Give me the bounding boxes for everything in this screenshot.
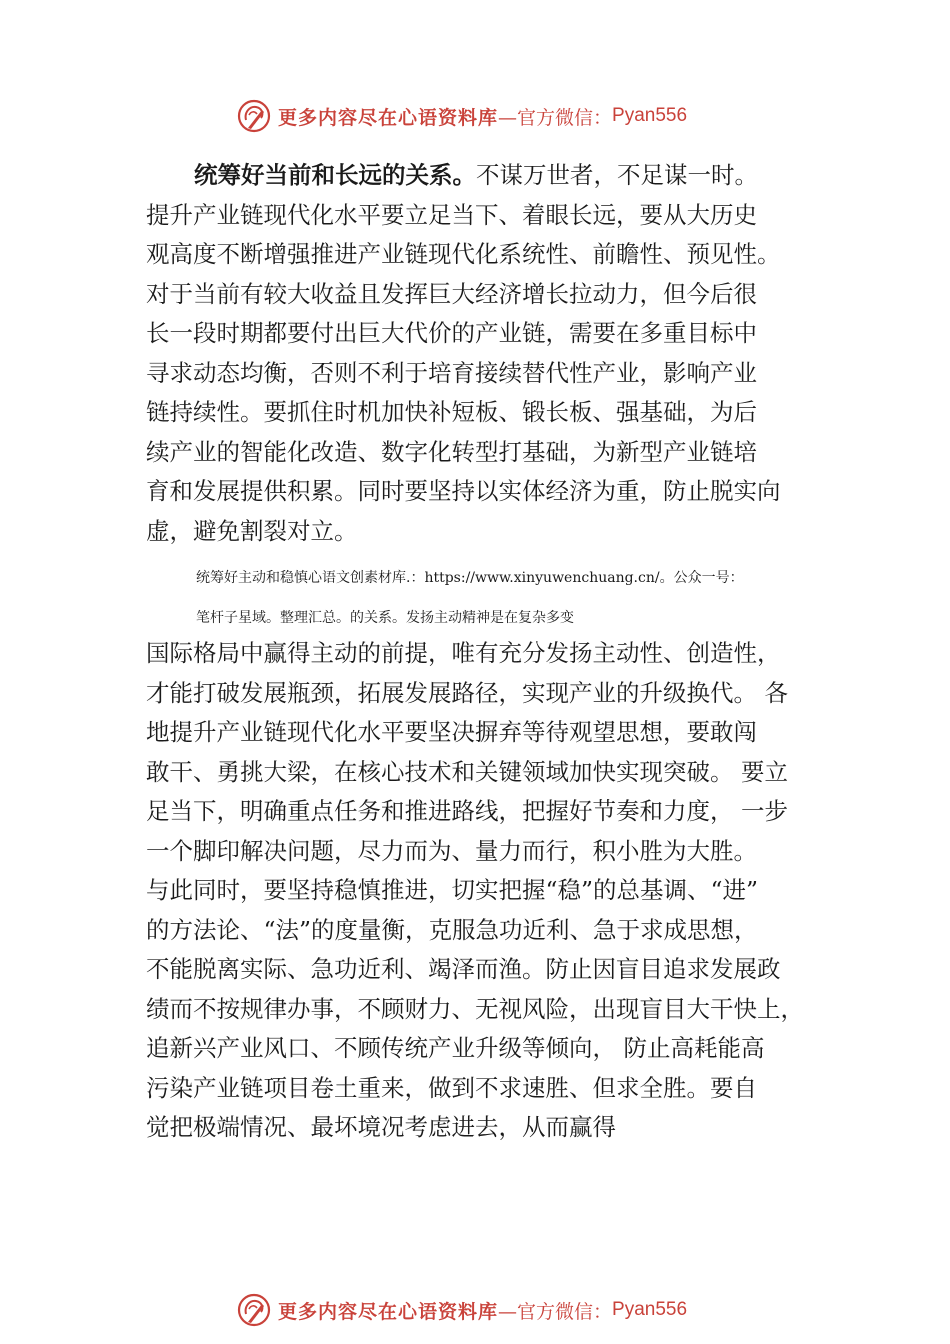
text-line: 寻求动态均衡，否则不利于培育接续替代性产业，影响产业	[146, 358, 757, 387]
banner-title: 更多内容尽在心语资料库	[278, 1300, 499, 1323]
text-line: 对于当前有较大收益且发挥巨大经济增长拉动力，但今后很	[146, 279, 757, 308]
banner-wechat-id: Pyan556	[612, 1299, 688, 1320]
text-line: 长一段时期都要付出巨大代价的产业链，需要在多重目标中	[146, 319, 757, 347]
text-line: 提升产业链现代化水平要立足当下、着眼长远，要从大历史	[146, 200, 757, 229]
small-text-line: 统筹好主动和稳慎心语文创素材库.：https://www.xinyuwenchuang.cn/。公众一号：	[196, 570, 744, 586]
text-line: 污染产业链项目卷土重来，做到不求速胜、但求全胜。要自	[146, 1073, 757, 1102]
paragraph-current-vs-long-term	[146, 156, 836, 551]
text-line: 敢干、勇挑大梁，在核心技术和关键领域加快实现突破。 要立	[146, 757, 788, 786]
text-line: 绩而不按规律办事，不顾财力、无视风险，出现盲目大干快上，	[146, 994, 804, 1023]
banner-contact-label: —官方微信：	[498, 1300, 613, 1323]
small-text-line: 笔杆子星域。整理汇总。的关系。发扬主动精神是在复杂多变	[196, 610, 574, 626]
text-line: 追新兴产业风口、不顾传统产业升级等倾向， 防止高耗能高	[146, 1034, 765, 1062]
header-banner	[236, 96, 756, 136]
text-line: 觉把极端情况、最坏境况考虑进去，从而赢得	[146, 1113, 616, 1141]
text-line: 虚，避免割裂对立。	[146, 516, 358, 545]
banner-contact-label: —官方微信：	[498, 106, 613, 129]
text-line: 才能打破发展瓶颈，拓展发展路径，实现产业的升级换代。 各	[146, 678, 788, 707]
paragraph-heading: 统筹好当前和长远的关系。	[194, 161, 476, 189]
banner-wechat-id: Pyan556	[612, 105, 688, 126]
text-line: 不谋万世者，不足谋一时。	[476, 161, 758, 189]
text-line: 与此同时，要坚持稳慎推进，切实把握“稳”的总基调、“进”	[146, 876, 759, 904]
text-line: 不能脱离实际、急功近利、竭泽而渔。防止因盲目追求发展政	[146, 955, 781, 983]
text-line: 育和发展提供积累。同时要坚持以实体经济为重，防止脱实向	[146, 477, 781, 505]
brain-pen-logo-icon	[236, 1292, 272, 1328]
paragraph-initiative-and-prudence	[146, 634, 836, 1148]
text-line: 链持续性。要抓住时机加快补短板、锻长板、强基础，为后	[146, 398, 757, 426]
text-line: 地提升产业链现代化水平要坚决摒弃等待观望思想，要敢闯	[146, 718, 757, 746]
text-line: 国际格局中赢得主动的前提，唯有充分发扬主动性、创造性，	[146, 639, 781, 667]
footer-banner	[236, 1290, 756, 1330]
text-line: 足当下，明确重点任务和推进路线，把握好节奏和力度， 一步	[146, 797, 788, 825]
banner-title: 更多内容尽在心语资料库	[278, 106, 499, 129]
text-line: 续产业的智能化改造、数字化转型打基础，为新型产业链培	[146, 437, 757, 466]
text-line: 一个脚印解决问题，尽力而为、量力而行，积小胜为大胜。	[146, 836, 757, 865]
text-line: 观高度不断增强推进产业链现代化系统性、前瞻性、预见性。	[146, 240, 781, 268]
text-line: 的方法论、“法”的度量衡，克服急功近利、急于求成思想，	[146, 915, 758, 944]
paragraph-first-line	[146, 156, 836, 196]
brain-pen-logo-icon	[236, 98, 272, 134]
